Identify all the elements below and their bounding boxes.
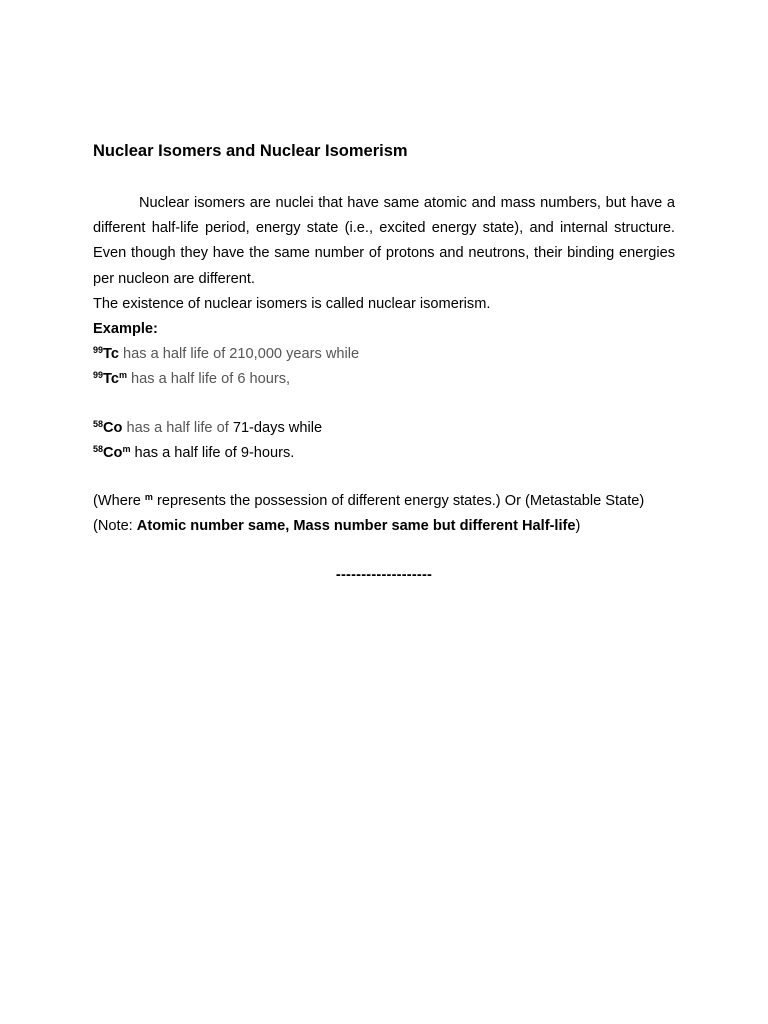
- blank-line: [93, 393, 675, 416]
- document-body: [93, 191, 675, 589]
- example-co58: [93, 416, 675, 441]
- mass-number: 99: [93, 345, 104, 356]
- example-co58m: [93, 441, 675, 466]
- element-symbol: Co: [103, 444, 123, 461]
- note-bold: Atomic number same, Mass number same but different Half-life: [136, 518, 576, 535]
- example-label: Example:: [93, 321, 158, 338]
- where-superscript: m: [144, 492, 153, 503]
- mass-number: 99: [93, 370, 104, 381]
- intro-paragraph: Nuclear isomers are nuclei that have same atomic and mass numbers, but have a different half-life period, energy state (i.e., excited energy state), and internal structure. Even though they have the same number of protons and neutrons, their binding energies per nucleon are different.: [93, 195, 675, 287]
- section-divider: -------------------: [335, 567, 433, 584]
- element-symbol: Tc: [103, 346, 119, 363]
- summary-note: [93, 514, 675, 539]
- example-tc99m: [93, 367, 675, 392]
- blank-line: [93, 466, 675, 489]
- mass-number: 58: [93, 418, 104, 429]
- metastable-marker: m: [118, 370, 127, 381]
- element-symbol: Tc: [103, 371, 119, 388]
- example-text-dark: 71-days while: [232, 419, 323, 436]
- example-text: has a half life of 210,000 years while: [118, 346, 360, 363]
- example-tc99: [93, 342, 675, 367]
- document-title: Nuclear Isomers and Nuclear Isomerism: [93, 142, 408, 160]
- example-text-dark: has a half life of 9-hours.: [130, 444, 295, 461]
- where-pre: (Where: [93, 493, 145, 510]
- note-post: ): [575, 518, 581, 535]
- note-pre: (Note:: [93, 518, 137, 535]
- mass-number: 58: [93, 443, 104, 454]
- metastable-marker: m: [122, 443, 131, 454]
- example-text: has a half life of: [122, 419, 233, 436]
- document-page: [93, 0, 675, 1024]
- where-post: represents the possession of different energy states.) Or (Metastable State): [152, 493, 645, 510]
- example-text: has a half life of 6 hours,: [126, 371, 291, 388]
- existence-sentence: The existence of nuclear isomers is called nuclear isomerism.: [93, 295, 491, 312]
- element-symbol: Co: [103, 419, 123, 436]
- where-note: [93, 489, 675, 514]
